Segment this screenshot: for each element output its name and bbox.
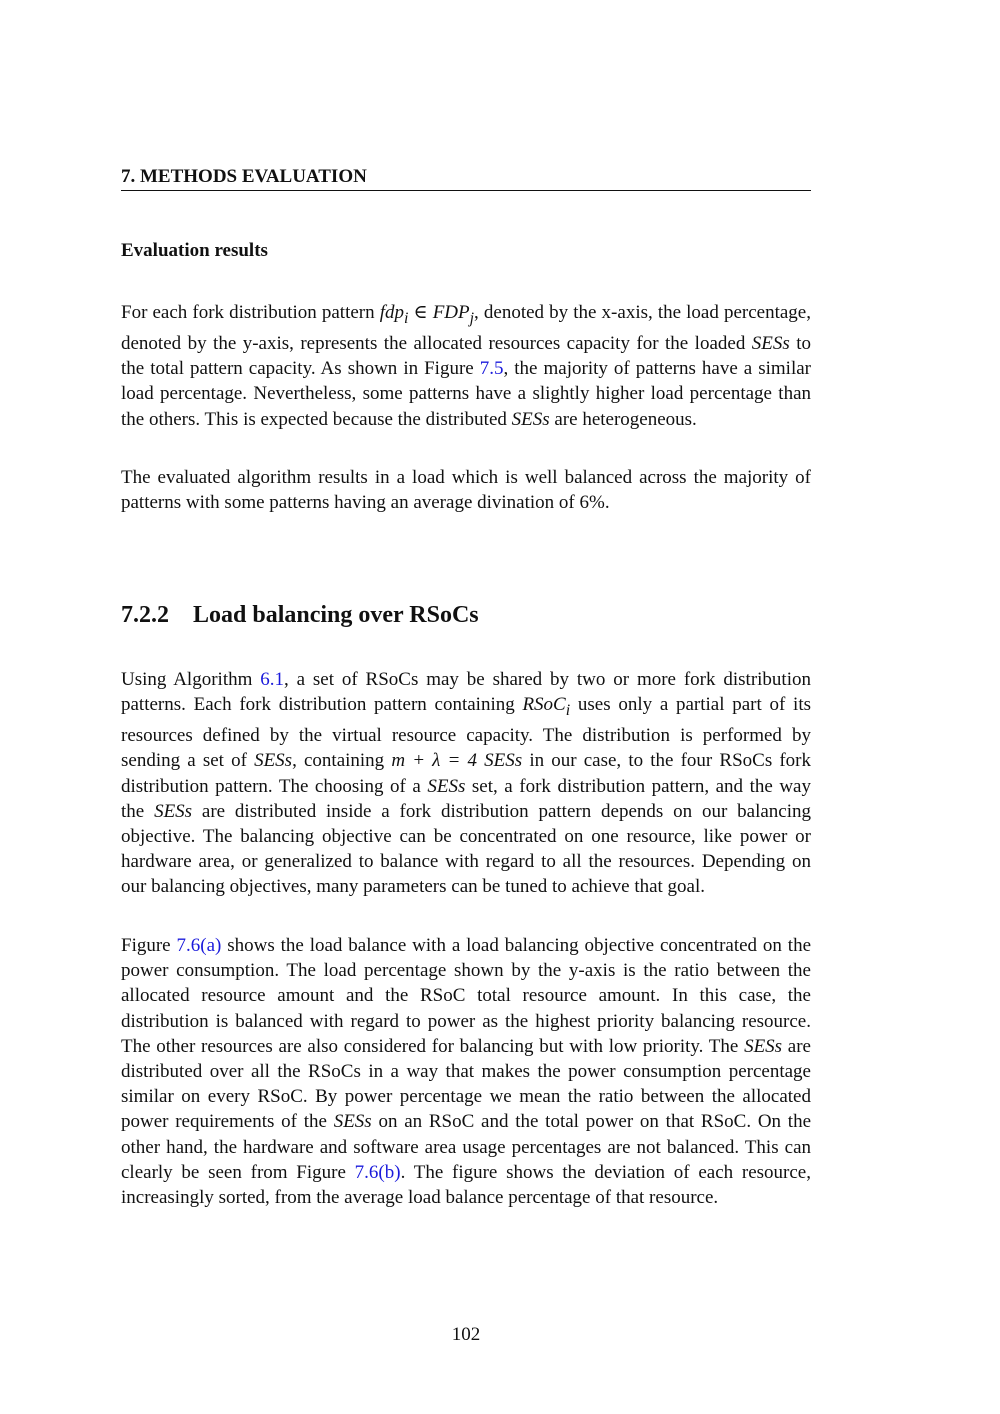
text: . The figure shows the deviation of each resource, increasingly sorted, from the average load balance percentage of that resource.	[121, 1161, 811, 1209]
subsection-title: Evaluation results	[121, 240, 268, 261]
figure-link-7-6a[interactable]: 7.6(a)	[176, 935, 222, 956]
section-number: 7.2.2	[121, 602, 169, 628]
text: to the total pattern capacity. As shown in Figure	[121, 333, 811, 380]
paragraph-power-balance	[121, 933, 811, 1210]
math-sess: SESs	[511, 408, 550, 430]
text: shows the load balance with a load balancing objective concentrated on the power consumption. The load percentage shown by the y-axis is the ratio between the allocated resource amount and the RSoC total resource amount. In this case, the distribution is balanced with regard to power as the highest priority balancing resource. The other resources are also considered for balancing but with low priority. The	[121, 935, 812, 1057]
text: , a set of RSoCs may be shared by two or more fork distribution patterns. Each fork distribution pattern containing	[121, 669, 811, 716]
text: set, a fork distribution pattern, and the way the	[121, 775, 811, 822]
page-number: 102	[451, 1324, 481, 1345]
math-sess: SESs	[744, 1035, 783, 1057]
math-percent: 6%	[579, 492, 605, 514]
section-title: Load balancing over RSoCs	[193, 602, 479, 628]
text: , the majority of patterns have a similar load percentage. Nevertheless, some patterns have a slightly higher load percentage than the others. This is expected because the distributed	[121, 358, 811, 430]
math-rsoc: RSoC$_i$	[522, 694, 571, 719]
text: are heterogeneous.	[549, 408, 697, 430]
text: The evaluated algorithm results in a load which is well balanced across the majority of patterns with some patterns having an average divination of	[121, 467, 811, 514]
text: in our case, to the four RSoCs fork distribution pattern. The choosing of a	[121, 750, 812, 797]
math-sess: SESs	[254, 750, 293, 772]
text: , containing	[292, 750, 392, 772]
figure-link-7-5[interactable]: 7.5	[479, 358, 504, 380]
math-fdp: fdp$_i$	[379, 302, 409, 327]
text: .	[604, 492, 610, 514]
paragraph-evaluation-results	[121, 300, 811, 432]
text: uses only a partial part of its resources defined by the virtual resource capacity. The distribution is performed by sending a set of	[121, 694, 812, 772]
paragraph-load-balancing-intro	[121, 667, 811, 900]
running-head: 7. METHODS EVALUATION	[121, 166, 811, 191]
math-sess: SESs	[154, 800, 193, 822]
algorithm-link-6-1[interactable]: 6.1	[260, 669, 284, 690]
math-sess: SESs	[751, 333, 790, 354]
math-sess: SESs	[333, 1111, 372, 1133]
paragraph-balance-summary	[121, 465, 811, 515]
text: on an RSoC and the total power on that RSoC. On the other hand, the hardware and software area usage percentages are not balanced. This can clearly be seen from Figure	[121, 1111, 811, 1183]
text: are distributed inside a fork distribution pattern depends on our balancing objective. The balancing objective can be concentrated on one resource, like power or hardware area, or generalized to balance with regard to all the resources. Depending on our balancing objectives, many parameters can be tuned to achieve that goal.	[121, 800, 812, 898]
text: Figure	[121, 935, 177, 956]
text: are distributed over all the RSoCs in a way that makes the power consumption percentage similar on every RSoC. By power percentage we mean the ratio between the allocated power requirements of the	[121, 1035, 811, 1133]
text: Using Algorithm	[121, 669, 261, 690]
math-fdp-set: $FDP_j$	[432, 302, 475, 327]
math-sess: SESs	[427, 775, 466, 797]
math-equation: m + λ = 4 SESs	[391, 750, 523, 772]
text: , denoted by the x-axis, the load percentage, denoted by the y-axis, represents the allocated resources capacity for the loaded	[121, 302, 811, 354]
text: For each fork distribution pattern	[121, 302, 380, 323]
math-in: ∈	[408, 302, 433, 323]
figure-link-7-6b[interactable]: 7.6(b)	[354, 1161, 401, 1183]
section-heading	[121, 602, 479, 629]
